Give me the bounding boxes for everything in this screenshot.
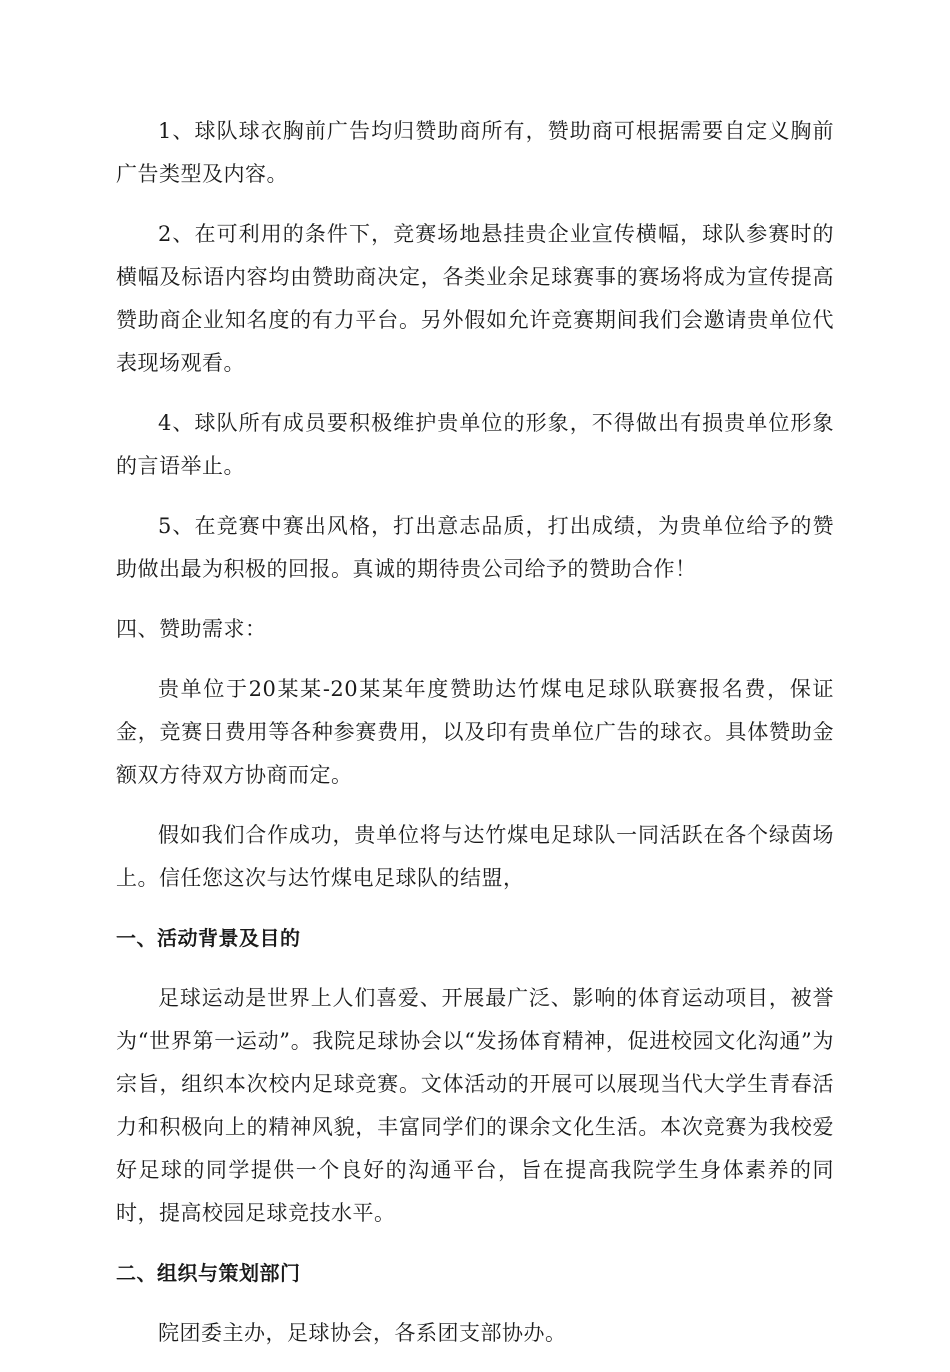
paragraph-item-2: 2、在可利用的条件下，竞赛场地悬挂贵企业宣传横幅，球队参赛时的横幅及标语内容均由赞助商决定，各类业余足球赛事的赛场将成为宣传提高赞助商企业知名度的有力平台。另外假如允许竞赛期间我们会邀请贵单位代表现场观看。 <box>116 222 834 375</box>
paragraph-background: 足球运动是世界上人们喜爱、开展最广泛、影响的体育运动项目，被誉为“世界第一运动”。我院足球协会以“发扬体育精神，促进校园文化沟通”为宗旨，组织本次校内足球竞赛。文体活动的开展可以展现当代大学生青春活力和积极向上的精神风貌，丰富同学们的课余文化生活。本次竞赛为我校爱好足球的同学提供一个良好的沟通平台，旨在提高我院学生身体素养的同时，提高校园足球竞技水平。 <box>116 986 834 1225</box>
paragraph-cooperation: 假如我们合作成功，贵单位将与达竹煤电足球队一同活跃在各个绿茵场上。信任您这次与达竹煤电足球队的结盟， <box>116 823 834 890</box>
paragraph-item-4: 4、球队所有成员要积极维护贵单位的形象，不得做出有损贵单位形象的言语举止。 <box>116 411 834 478</box>
section-heading-background: 一、活动背景及目的 <box>116 926 301 950</box>
paragraph-item-5: 5、在竞赛中赛出风格，打出意志品质，打出成绩，为贵单位给予的赞助做出最为积极的回报。真诚的期待贵公司给予的赞助合作！ <box>116 514 834 581</box>
document-body <box>116 110 834 1372</box>
paragraph-item-1: 1、球队球衣胸前广告均归赞助商所有，赞助商可根据需要自定义胸前广告类型及内容。 <box>116 119 834 186</box>
paragraph-sponsorship-details: 贵单位于20某某-20某某年度赞助达竹煤电足球队联赛报名费，保证金，竞赛日费用等各种参赛费用，以及印有贵单位广告的球衣。具体赞助金额双方待双方协商而定。 <box>116 677 834 787</box>
section-label-sponsorship-needs: 四、赞助需求： <box>116 617 267 641</box>
paragraph-organizers: 院团委主办，足球协会，各系团支部协办。 <box>158 1321 567 1345</box>
section-heading-organizers: 二、组织与策划部门 <box>116 1261 301 1285</box>
